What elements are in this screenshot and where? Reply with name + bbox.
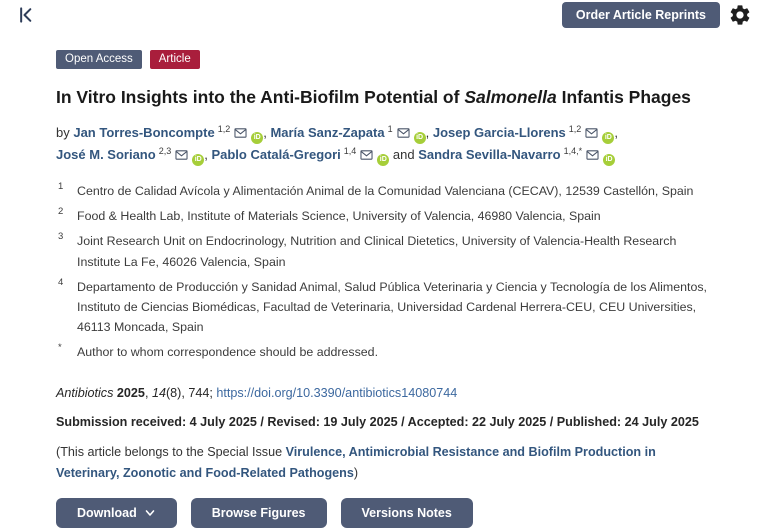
- author-affil-sup: 1: [387, 123, 393, 134]
- affiliation-text: Food & Health Lab, Institute of Materials Science, University of Valencia, 46980 Valencia, Spain: [77, 209, 601, 224]
- title-text: In Vitro Insights into the Anti-Biofilm Potential of: [56, 87, 465, 107]
- gear-icon[interactable]: [728, 3, 752, 27]
- affiliation-text: Centro de Calidad Avícola y Alimentación Animal de la Comunidad Valenciana (CECAV), 12539 Castellón, Spain: [77, 184, 694, 199]
- author-link[interactable]: Sandra Sevilla-Navarro: [418, 147, 561, 163]
- email-icon[interactable]: [397, 123, 410, 133]
- top-bar-actions: [562, 2, 752, 28]
- email-icon[interactable]: [234, 123, 247, 133]
- special-issue-note: (This article belongs to the Special Issue Virulence, Antimicrobial Resistance and Biofilm Production in Veterinary, Zoonotic and Food-Related Pathogens): [56, 445, 656, 481]
- email-icon[interactable]: [585, 123, 598, 133]
- affiliation-list: [56, 181, 712, 362]
- email-icon[interactable]: [175, 145, 188, 155]
- affiliation-text: Author to whom correspondence should be addressed.: [77, 344, 379, 359]
- open-access-badge[interactable]: Open Access: [56, 50, 142, 69]
- author-link[interactable]: Jan Torres-Boncompte: [73, 125, 215, 141]
- affiliation-marker: 3: [58, 231, 64, 243]
- citation-year: 2025: [116, 386, 145, 401]
- author-byline: by Jan Torres-Boncompte $^{1,2}$iD , María Sanz-Zapata $^1$iD , Josep Garcia-Llorens $^{1,2}$iD , José M. Soriano $^{2,3}$iD , Pablo Catalá-Gregori $^{1,4}$iD and Sandra Sevilla-Navarro $^{1,4,*}$iD: [56, 122, 712, 166]
- affiliation-item: [56, 181, 712, 201]
- article-title: [56, 86, 711, 109]
- author-affil-sup: 1,2: [217, 123, 231, 134]
- citation-pages: (8), 744;: [165, 386, 217, 401]
- author-link[interactable]: María Sanz-Zapata: [270, 125, 385, 141]
- dates-line: Submission received: 4 July 2025 / Revised: 19 July 2025 / Accepted: 22 July 2025 / Published: 24 July 2025: [56, 415, 699, 430]
- chevron-down-icon: [144, 507, 156, 519]
- affiliation-marker: 2: [58, 206, 64, 218]
- download-button[interactable]: [56, 498, 177, 528]
- author-affil-sup: 1,4: [343, 145, 357, 156]
- special-issue-link[interactable]: Virulence, Antimicrobial Resistance and Biofilm Production in Veterinary, Zoonotic and Food-Related Pathogens: [56, 445, 656, 481]
- email-icon[interactable]: [360, 145, 373, 155]
- affiliation-marker: *: [58, 341, 62, 353]
- order-reprints-button[interactable]: Order Article Reprints: [562, 2, 720, 28]
- author-link[interactable]: José M. Soriano: [56, 147, 156, 163]
- affiliation-item: [56, 342, 712, 362]
- affiliation-item: [56, 231, 712, 271]
- author-link[interactable]: Pablo Catalá-Gregori: [211, 147, 341, 163]
- badge-row: [56, 50, 712, 69]
- orcid-icon[interactable]: iD: [377, 154, 389, 166]
- versions-notes-button[interactable]: Versions Notes: [341, 498, 473, 528]
- journal-name: Antibiotics: [56, 386, 114, 401]
- article-header: [0, 50, 768, 528]
- author-affil-sup: 1,4,*: [563, 145, 583, 156]
- browse-figures-button[interactable]: Browse Figures: [191, 498, 327, 528]
- orcid-icon[interactable]: iD: [414, 132, 426, 144]
- affiliation-marker: 4: [58, 276, 64, 288]
- title-text-post: Infantis Phages: [556, 87, 691, 107]
- action-buttons: [56, 498, 712, 528]
- orcid-icon[interactable]: iD: [251, 132, 263, 144]
- author-link[interactable]: Josep Garcia-Llorens: [432, 125, 566, 141]
- affiliation-text: Joint Research Unit on Endocrinology, Nutrition and Clinical Dietetics, University of Valencia-Health Research Institute La Fe, 46026 Valencia, Spain: [77, 234, 677, 269]
- citation-volume: 14: [151, 386, 166, 401]
- article-type-badge[interactable]: Article: [150, 50, 200, 69]
- author-affil-sup: 2,3: [158, 145, 172, 156]
- affiliation-text: Departamento de Producción y Sanidad Animal, Salud Pública Veterinaria y Ciencia y Tecnología de los Alimentos, Instituto de Ciencias Biomédicas, Facultad de Veterinaria, Universidad Cardenal Herrera-CEU, CEU Universities, 46113 Moncada, Spain: [77, 279, 707, 334]
- collapse-left-icon[interactable]: [17, 5, 37, 25]
- orcid-icon[interactable]: iD: [192, 154, 204, 166]
- citation-line: Antibiotics 2025, 14(8), 744; https://doi.org/10.3390/antibiotics14080744: [56, 386, 458, 401]
- affiliation-marker: 1: [58, 181, 64, 193]
- title-italic-text: Salmonella: [464, 87, 557, 107]
- affiliation-item: [56, 206, 712, 226]
- orcid-icon[interactable]: iD: [603, 154, 615, 166]
- orcid-icon[interactable]: iD: [602, 132, 614, 144]
- top-bar: [0, 0, 768, 32]
- download-label: Download: [77, 505, 137, 520]
- email-icon[interactable]: [586, 145, 599, 155]
- author-affil-sup: 1,2: [568, 123, 582, 134]
- doi-link[interactable]: https://doi.org/10.3390/antibiotics14080744: [216, 386, 458, 401]
- affiliation-item: [56, 277, 712, 337]
